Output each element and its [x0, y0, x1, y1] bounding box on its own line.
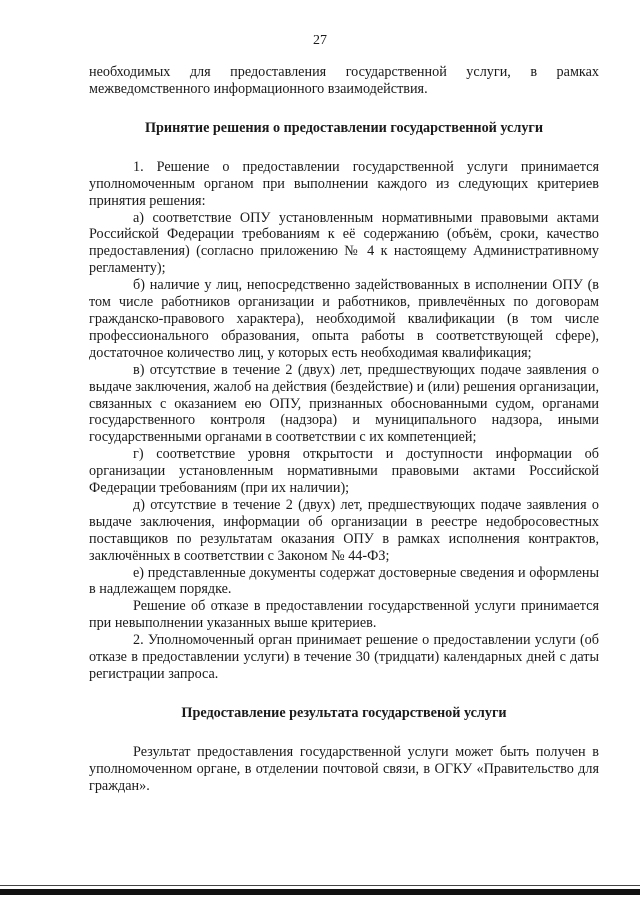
scan-edge-line [0, 885, 640, 886]
paragraph-result-delivery: Результат предоставления государственной услуги может быть получен в уполномоченном органе, в отделении почтовой связи, в ОГКУ «Правительство для граждан». [89, 743, 599, 794]
paragraph-decision-term: 2. Уполномоченный орган принимает решение о предоставлении услуги (об отказе в предоставлении услуги) в течение 30 (тридцати) календарных дней с даты регистрации запроса. [89, 632, 599, 682]
section-heading-decision: Принятие решения о предоставлении государственной услуги [144, 119, 544, 136]
intro-paragraph: необходимых для предоставления государственной услуги, в рамках межведомственного информационного взаимодействия. [89, 64, 599, 97]
paragraph-refusal: Решение об отказе в предоставлении государственной услуги принимается при невыполнении указанных выше критериев. [89, 598, 599, 632]
criterion-b: б) наличие у лиц, непосредственно задействованных в исполнении ОПУ (в том числе работников организации и работников, привлечённых по договорам гражданско-правового характера), необходимой квалификации (в том числе профессионального образования, опыта работы в соответствующей сфере), достаточное количество лиц, у которых есть необходимая квалификация; [89, 277, 599, 361]
section-heading-result: Предоставление результата государственой услуги [181, 704, 507, 721]
criterion-a: а) соответствие ОПУ установленным нормативными правовыми актами Российской Федерации требованиям к её содержанию (объём, сроки, качество предоставления) (согласно приложению № 4 к настоящему Административному регламенту); [89, 209, 599, 277]
paragraph-decision-criteria: 1. Решение о предоставлении государственной услуги принимается уполномоченным органом при выполнении каждого из следующих критериев принятия решения: [89, 158, 599, 209]
criterion-e: е) представленные документы содержат достоверные сведения и оформлены в надлежащем порядке. [89, 564, 599, 598]
document-body [89, 64, 599, 795]
criterion-d: д) отсутствие в течение 2 (двух) лет, предшествующих подаче заявления о выдаче заключения, информации об организации в реестре недобросовестных поставщиков по результатам оказания ОПУ в рамках исполнения контрактов, заключённых в соответствии с Законом № 44-ФЗ; [89, 496, 599, 564]
scan-bottom-border [0, 889, 640, 895]
page-number: 27 [313, 33, 327, 48]
criterion-g: г) соответствие уровня открытости и доступности информации об организации установленным нормативными правовыми актами Российской Федерации требованиям (при их наличии); [89, 446, 599, 497]
criterion-v: в) отсутствие в течение 2 (двух) лет, предшествующих подаче заявления о выдаче заключения, жалоб на действия (бездействие) и (или) решения организации, связанных с оказанием ею ОПУ, признанных обоснованными судом, органами государственного контроля (надзора) и муниципального надзора, иными государственными органами в соответствии с их компетенцией; [89, 361, 599, 446]
